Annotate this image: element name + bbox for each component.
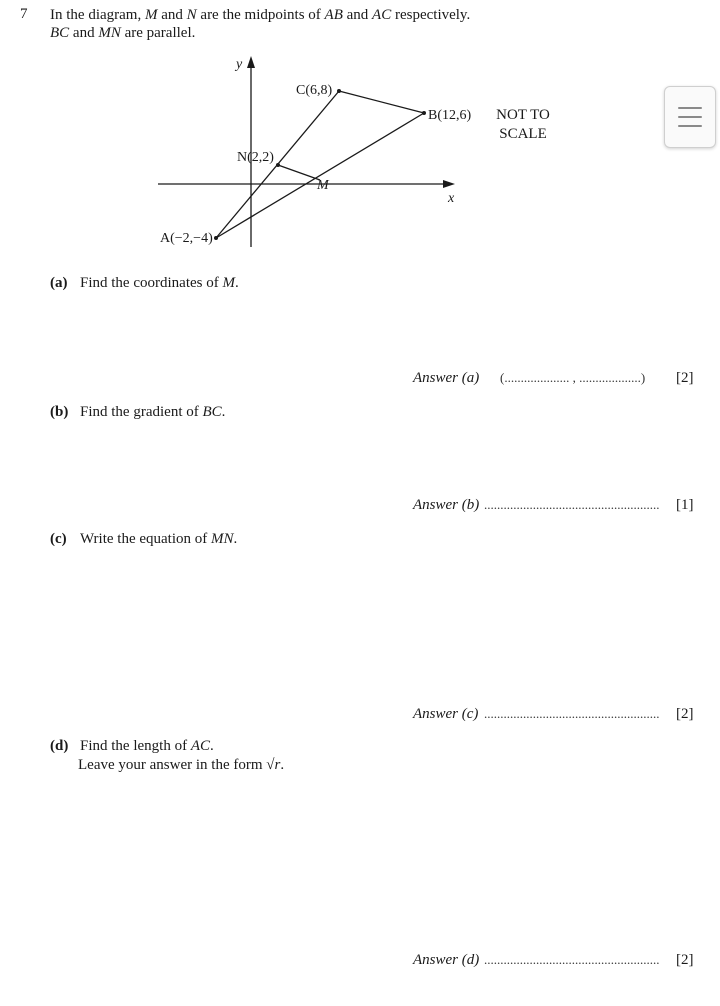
part-d-answer-field[interactable]: ......................................................: [484, 952, 660, 967]
point-n-label: N(2,2): [237, 150, 274, 165]
part-b-question: (b) Find the gradient of BC.: [50, 404, 226, 420]
part-b-answer-label: Answer (b): [413, 497, 480, 513]
part-c-question: (c) Write the equation of MN.: [50, 531, 238, 547]
side-cb: [339, 91, 424, 113]
part-d-answer-label: Answer (d): [413, 952, 480, 968]
part-c-marks: [2]: [676, 706, 694, 722]
menu-bar-icon: [678, 107, 702, 109]
part-a-question: (a) Find the coordinates of M.: [50, 275, 239, 291]
menu-bar-icon: [678, 125, 702, 127]
part-a-answer-line: Answer (a): [413, 370, 480, 386]
point-m-label: M: [317, 178, 329, 193]
question-number: 7: [20, 6, 28, 22]
part-a-answer-field[interactable]: (.................... , ...................): [500, 370, 646, 385]
hamburger-menu-button[interactable]: [664, 86, 716, 148]
part-d-question: (d) Find the length of AC. Leave your answer in the form √r.: [50, 738, 285, 773]
side-ab: [216, 113, 424, 238]
intro-line-2: BC and MN are parallel.: [50, 25, 196, 41]
point-n-dot: [276, 163, 280, 167]
x-axis-arrow-icon: [443, 180, 455, 188]
y-axis-arrow-icon: [247, 56, 255, 68]
intro-line-1: In the diagram, M and N are the midpoints of AB and AC respectively.: [50, 7, 471, 23]
y-axis-label: y: [236, 57, 243, 72]
part-b-marks: [1]: [676, 497, 694, 513]
point-c-dot: [337, 89, 341, 93]
point-c-label: C(6,8): [296, 83, 333, 98]
not-to-scale-note: NOT TO SCALE: [496, 107, 550, 142]
part-d-marks: [2]: [676, 952, 694, 968]
menu-bar-icon: [678, 116, 702, 118]
point-a-label: A(−2,−4): [160, 231, 213, 246]
coordinate-diagram: [0, 0, 720, 270]
point-a-dot: [214, 236, 218, 240]
segment-mn: [278, 165, 320, 180]
part-b-answer-field[interactable]: ......................................................: [484, 497, 660, 512]
surd-form: √r: [266, 757, 281, 773]
part-a-marks: [2]: [676, 370, 694, 386]
part-c-answer-field[interactable]: ......................................................: [484, 706, 660, 721]
point-b-dot: [422, 111, 426, 115]
point-b-label: B(12,6): [428, 108, 472, 123]
part-c-answer-label: Answer (c): [413, 706, 479, 722]
x-axis-label: x: [448, 191, 455, 206]
